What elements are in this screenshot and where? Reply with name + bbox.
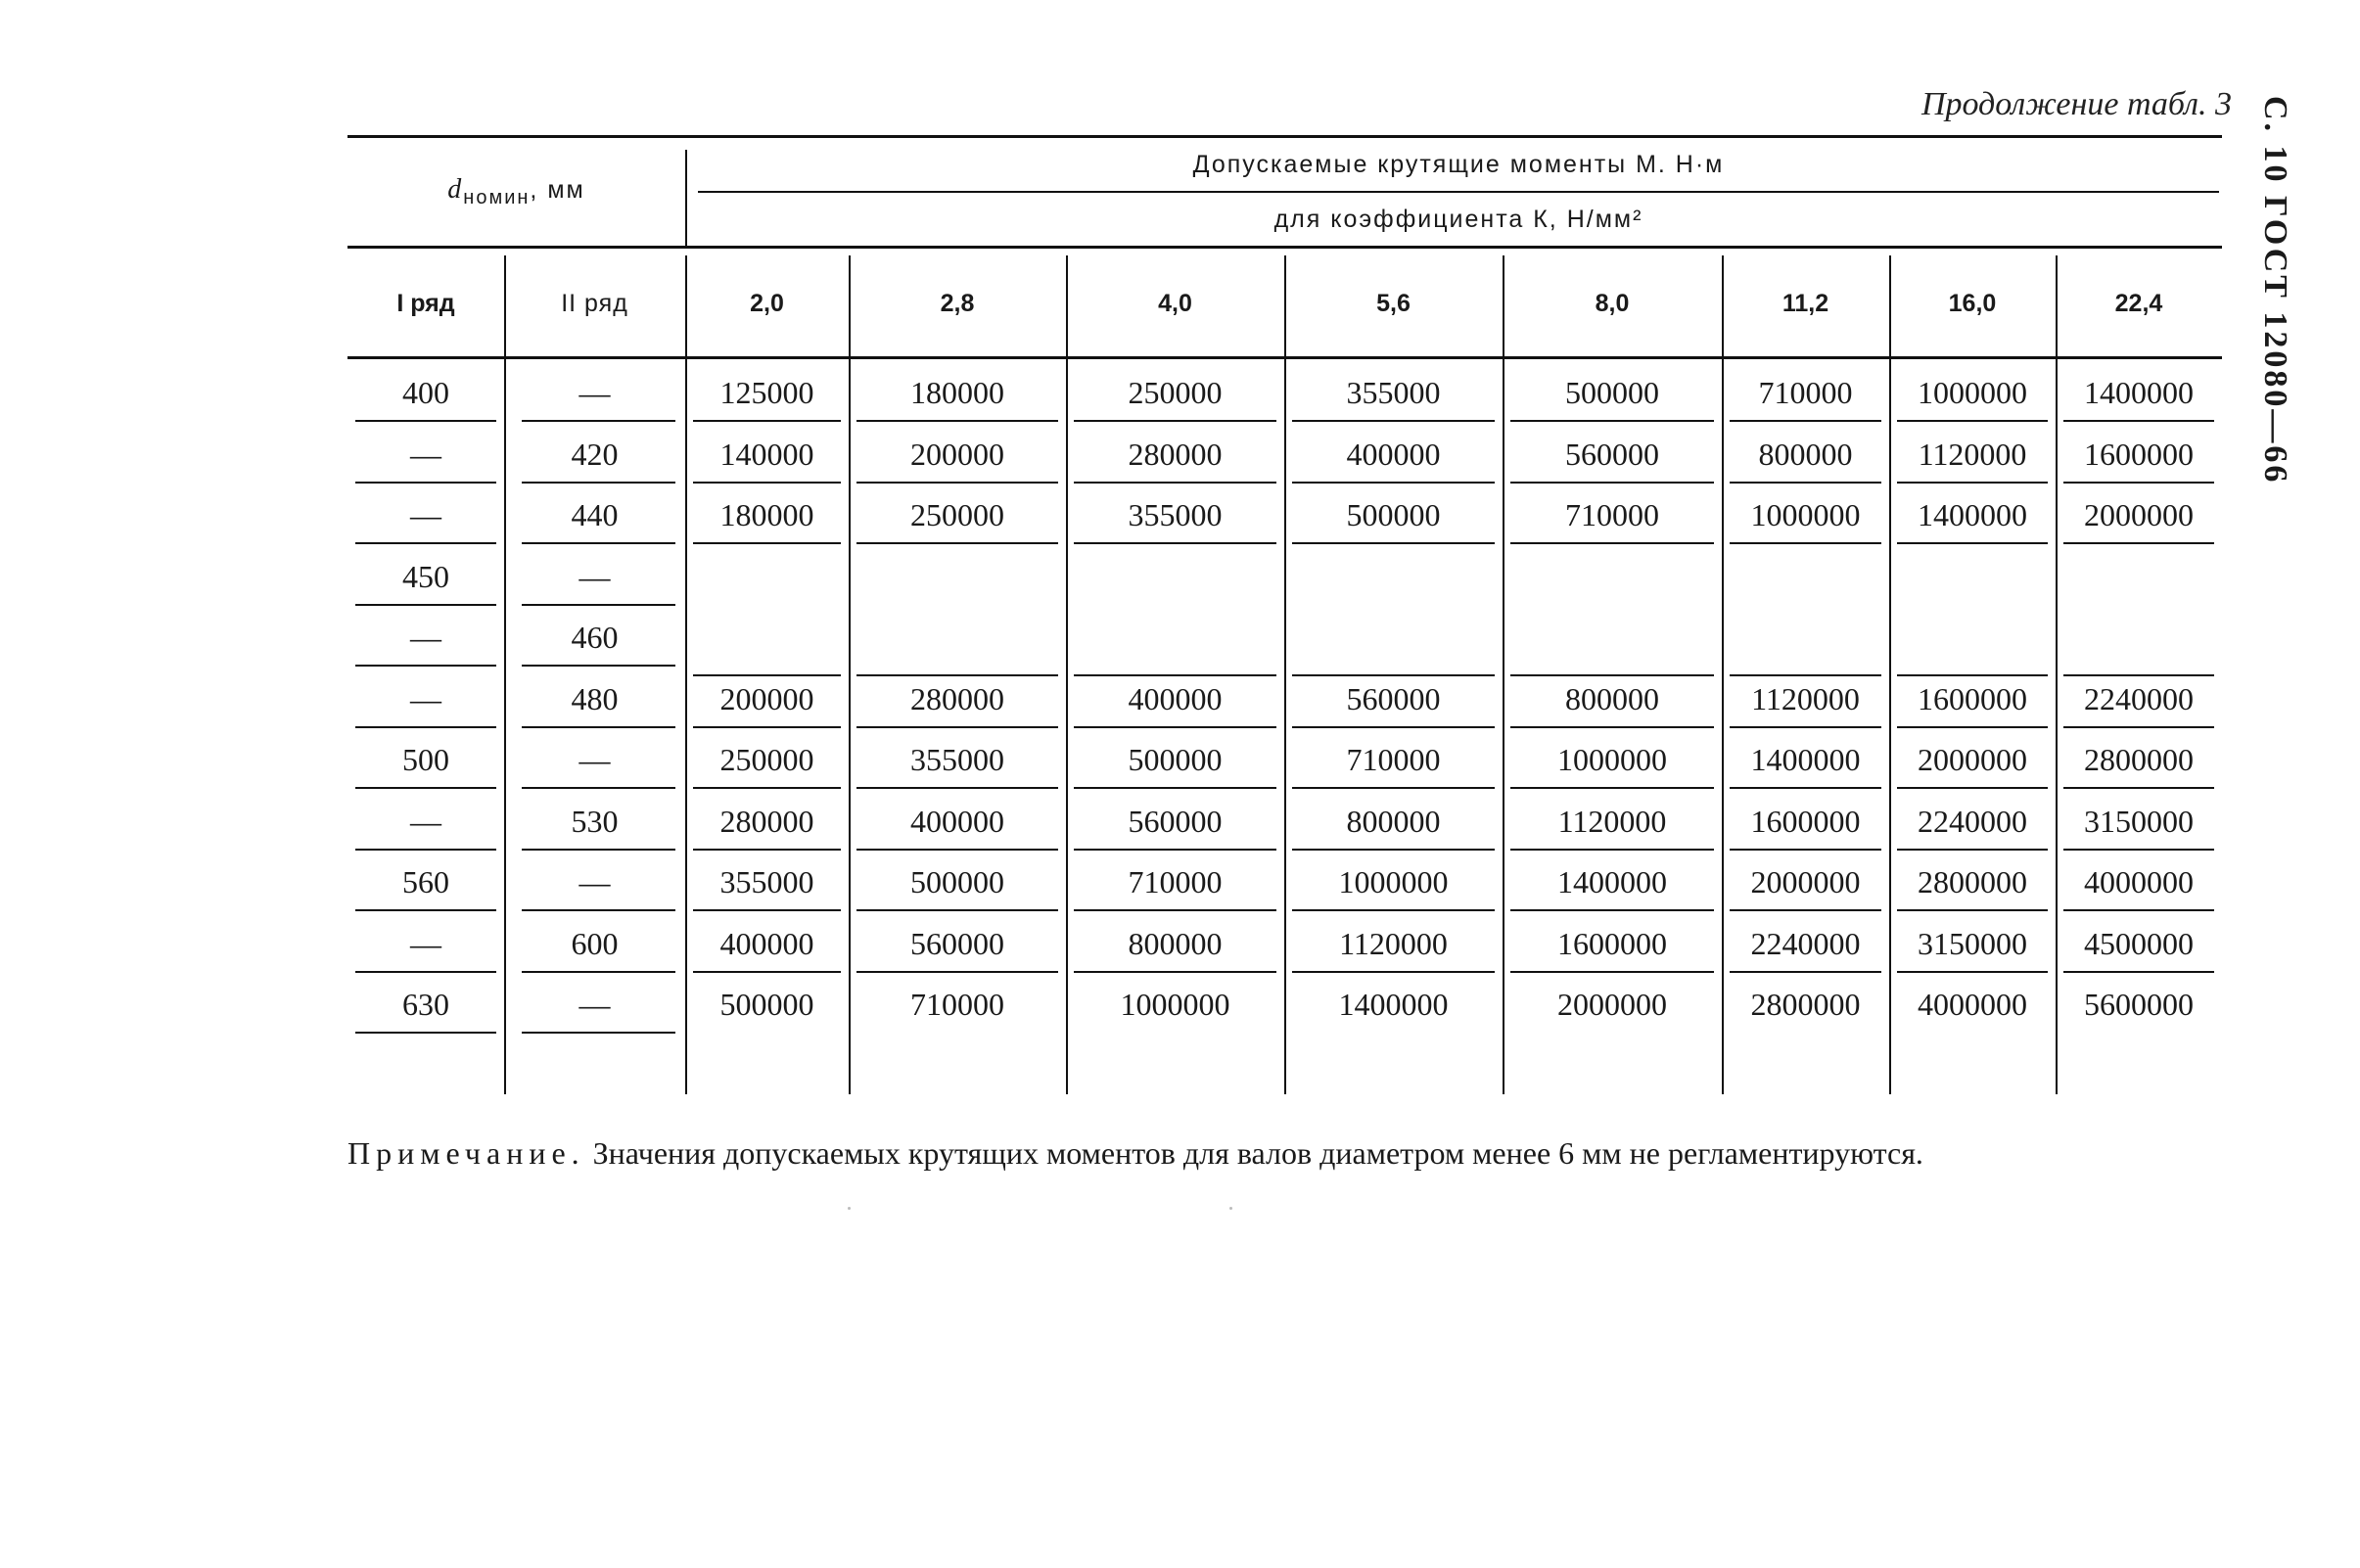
cell-underline — [856, 420, 1058, 422]
torque-value: 4000000 — [1918, 987, 2027, 1022]
cell-underline — [355, 482, 496, 484]
note-label: Примечание. — [347, 1135, 585, 1171]
scan-artifact — [848, 1207, 851, 1210]
cell-underline — [856, 542, 1058, 544]
torque-value: 400000 — [910, 803, 1004, 839]
header-rule — [347, 246, 2222, 249]
torque-value: 1000000 — [1557, 742, 1667, 777]
cell-underline — [522, 787, 675, 789]
row-series-2-header: II ряд — [561, 290, 628, 317]
cell-underline — [1730, 849, 1881, 851]
cell-underline — [1074, 420, 1276, 422]
cell-underline — [1730, 726, 1881, 728]
cell-underline — [1510, 849, 1714, 851]
cell-underline — [1510, 909, 1714, 911]
cell-underline — [355, 665, 496, 667]
torque-value: 355000 — [1128, 497, 1223, 532]
cell-underline — [522, 726, 675, 728]
cell-underline — [2063, 787, 2214, 789]
cell-underline — [355, 1032, 496, 1034]
torque-value: 200000 — [719, 680, 814, 716]
note-text: Значения допускаемых крутящих моментов для валов диаметром менее 6 мм не регламентируются. — [592, 1135, 1923, 1171]
k-coefficient-header: 8,0 — [1595, 290, 1630, 317]
row-diameter-series-2: — — [578, 987, 611, 1022]
row-diameter-series-2: 530 — [571, 803, 619, 839]
cell-underline — [1510, 542, 1714, 544]
cell-underline — [693, 909, 841, 911]
torque-value: 2240000 — [2084, 680, 2194, 716]
cell-underline — [355, 971, 496, 973]
torque-value: 500000 — [1565, 375, 1659, 410]
row-diameter-series-2: — — [578, 375, 611, 410]
row-diameter-series-1: — — [410, 497, 441, 532]
row-diameter-series-1: — — [410, 925, 441, 961]
cell-underline — [1730, 909, 1881, 911]
cell-underline — [355, 604, 496, 606]
torque-table — [347, 135, 2222, 1094]
table-top-rule — [347, 135, 2222, 138]
cell-underline — [1897, 482, 2048, 484]
row-diameter-series-1: — — [410, 803, 441, 839]
row-diameter-series-1: 560 — [402, 864, 449, 899]
cell-underline — [1730, 420, 1881, 422]
cell-underline — [856, 909, 1058, 911]
k-coefficient-header: 4,0 — [1158, 290, 1192, 317]
cell-underline — [1292, 674, 1495, 676]
cell-underline — [856, 674, 1058, 676]
cell-underline — [693, 849, 841, 851]
torque-value: 1400000 — [1918, 497, 2027, 532]
row-diameter-series-1: — — [410, 436, 441, 472]
cell-underline — [693, 674, 841, 676]
row-diameter-series-1: 450 — [402, 558, 449, 594]
cell-underline — [522, 1032, 675, 1034]
torque-value: 1600000 — [2084, 436, 2194, 472]
cell-underline — [522, 482, 675, 484]
cell-underline — [522, 420, 675, 422]
torque-value: 250000 — [719, 742, 814, 777]
cell-underline — [1074, 674, 1276, 676]
row-diameter-series-2: 600 — [571, 925, 619, 961]
torque-value: 1120000 — [1339, 925, 1448, 961]
cell-underline — [1292, 420, 1495, 422]
torque-value: 140000 — [719, 436, 814, 472]
torque-value: 500000 — [1128, 742, 1223, 777]
cell-underline — [1074, 787, 1276, 789]
row-diameter-series-2: 480 — [571, 680, 619, 716]
cell-underline — [1897, 420, 2048, 422]
row-diameter-series-1: 500 — [402, 742, 449, 777]
torque-value: 1400000 — [1557, 864, 1667, 899]
row-diameter-series-2: 440 — [571, 497, 619, 532]
cell-underline — [1897, 849, 2048, 851]
row-series-1-header: I ряд — [396, 290, 455, 317]
cell-underline — [1897, 674, 2048, 676]
torque-value: 125000 — [719, 375, 814, 410]
torque-value: 400000 — [1346, 436, 1441, 472]
torque-value: 250000 — [910, 497, 1004, 532]
cell-underline — [355, 849, 496, 851]
cell-underline — [522, 909, 675, 911]
torque-value: 2800000 — [1918, 864, 2027, 899]
torque-value: 2800000 — [2084, 742, 2194, 777]
torque-value: 1120000 — [1918, 436, 2027, 472]
k-coefficient-header: 22,4 — [2114, 290, 2163, 317]
torque-value: 1000000 — [1918, 375, 2027, 410]
torque-value: 710000 — [1346, 742, 1441, 777]
cell-underline — [1510, 971, 1714, 973]
cell-underline — [1074, 726, 1276, 728]
cell-underline — [1292, 849, 1495, 851]
torque-value: 710000 — [1128, 864, 1223, 899]
row-diameter-series-2: — — [578, 558, 611, 594]
cell-underline — [2063, 909, 2214, 911]
row-diameter-series-1: — — [410, 620, 441, 655]
cell-underline — [1292, 726, 1495, 728]
cell-underline — [1897, 787, 2048, 789]
row-diameter-series-2: 460 — [571, 620, 619, 655]
cell-underline — [522, 971, 675, 973]
cell-underline — [355, 542, 496, 544]
torque-value: 2000000 — [1750, 864, 1861, 899]
torque-value: 280000 — [719, 803, 814, 839]
cell-underline — [693, 787, 841, 789]
torque-value: 560000 — [1346, 680, 1441, 716]
torque-value: 5600000 — [2084, 987, 2194, 1022]
row-diameter-series-2: — — [578, 742, 611, 777]
cell-underline — [1510, 726, 1714, 728]
torque-value: 1400000 — [1750, 742, 1861, 777]
moments-header: Допускаемые крутящие моменты М. Н·м — [1192, 151, 1725, 178]
table-note — [347, 1133, 2222, 1173]
cell-underline — [1292, 482, 1495, 484]
torque-value: 500000 — [1346, 497, 1441, 532]
torque-value: 2240000 — [1918, 803, 2027, 839]
row-diameter-series-1: 400 — [402, 375, 449, 410]
torque-value: 800000 — [1758, 436, 1853, 472]
row-diameter-series-2: — — [578, 864, 611, 899]
cell-underline — [522, 604, 675, 606]
header-vertical-rule — [685, 150, 687, 246]
torque-value: 2240000 — [1750, 925, 1861, 961]
torque-value: 1600000 — [1557, 925, 1667, 961]
cell-underline — [2063, 542, 2214, 544]
cell-underline — [693, 482, 841, 484]
k-coefficient-header: 5,6 — [1376, 290, 1411, 317]
torque-value: 1400000 — [1338, 987, 1449, 1022]
torque-value: 1400000 — [2084, 375, 2194, 410]
cell-underline — [2063, 674, 2214, 676]
cell-underline — [1897, 971, 2048, 973]
torque-value: 180000 — [719, 497, 814, 532]
cell-underline — [856, 726, 1058, 728]
cell-underline — [856, 482, 1058, 484]
cell-underline — [1074, 971, 1276, 973]
torque-value: 250000 — [1128, 375, 1223, 410]
cell-underline — [1510, 482, 1714, 484]
row-diameter-series-1: 630 — [402, 987, 449, 1022]
cell-underline — [1730, 674, 1881, 676]
cell-underline — [2063, 849, 2214, 851]
torque-value: 355000 — [910, 742, 1004, 777]
cell-underline — [856, 971, 1058, 973]
torque-value: 800000 — [1128, 925, 1223, 961]
cell-underline — [1510, 420, 1714, 422]
torque-value: 1600000 — [1750, 803, 1861, 839]
cell-underline — [693, 542, 841, 544]
cell-underline — [693, 971, 841, 973]
cell-underline — [522, 542, 675, 544]
k-coefficient-header: 2,8 — [940, 290, 975, 317]
cell-underline — [693, 420, 841, 422]
torque-value: 1000000 — [1338, 864, 1449, 899]
torque-value: 1600000 — [1918, 680, 2027, 716]
torque-value: 400000 — [1128, 680, 1223, 716]
cell-underline — [2063, 482, 2214, 484]
table-continuation-caption: Продолжение табл. 3 — [1920, 86, 2232, 122]
torque-value: 4500000 — [2084, 925, 2194, 961]
cell-underline — [355, 787, 496, 789]
cell-underline — [1292, 542, 1495, 544]
coefficient-header: для коэффициента К, Н/мм² — [1273, 206, 1643, 233]
row-diameter-series-2: 420 — [571, 436, 619, 472]
cell-underline — [1074, 542, 1276, 544]
torque-value: 2000000 — [2084, 497, 2194, 532]
cell-underline — [1730, 542, 1881, 544]
cell-underline — [1510, 787, 1714, 789]
d-nomin-header: $d_{номин}$, мм — [447, 174, 585, 208]
torque-value: 280000 — [910, 680, 1004, 716]
k-coefficient-header: 2,0 — [750, 290, 784, 317]
cell-underline — [1292, 971, 1495, 973]
cell-underline — [355, 420, 496, 422]
torque-value: 4000000 — [2084, 864, 2194, 899]
torque-value: 3150000 — [1918, 925, 2027, 961]
torque-value: 1120000 — [1557, 803, 1667, 839]
cell-underline — [522, 665, 675, 667]
torque-value: 2800000 — [1750, 987, 1861, 1022]
cell-underline — [1510, 674, 1714, 676]
torque-value: 1000000 — [1120, 987, 1230, 1022]
cell-underline — [2063, 971, 2214, 973]
cell-underline — [355, 909, 496, 911]
row-diameter-series-1: — — [410, 680, 441, 716]
torque-value: 200000 — [910, 436, 1004, 472]
torque-value: 2000000 — [1918, 742, 2027, 777]
cell-underline — [1730, 787, 1881, 789]
torque-value: 2000000 — [1557, 987, 1667, 1022]
torque-value: 800000 — [1565, 680, 1659, 716]
torque-value: 500000 — [910, 864, 1004, 899]
cell-underline — [1074, 482, 1276, 484]
cell-underline — [856, 787, 1058, 789]
cell-underline — [1897, 909, 2048, 911]
cell-underline — [1292, 787, 1495, 789]
cell-underline — [1074, 849, 1276, 851]
torque-value: 3150000 — [2084, 803, 2194, 839]
cell-underline — [1730, 482, 1881, 484]
cell-underline — [1897, 726, 2048, 728]
header-divider — [698, 191, 2219, 193]
page-side-header: С. 10 ГОСТ 12080—66 — [2257, 96, 2293, 485]
torque-value: 1000000 — [1750, 497, 1861, 532]
torque-value: 710000 — [910, 987, 1004, 1022]
k-coefficient-header: 16,0 — [1948, 290, 1997, 317]
torque-value: 1120000 — [1751, 680, 1860, 716]
cell-underline — [355, 726, 496, 728]
torque-value: 355000 — [719, 864, 814, 899]
torque-value: 560000 — [910, 925, 1004, 961]
torque-value: 560000 — [1128, 803, 1223, 839]
cell-underline — [2063, 726, 2214, 728]
torque-value: 400000 — [719, 925, 814, 961]
cell-underline — [1292, 909, 1495, 911]
torque-value: 710000 — [1758, 375, 1853, 410]
cell-underline — [1730, 971, 1881, 973]
cell-underline — [856, 849, 1058, 851]
torque-value: 355000 — [1346, 375, 1441, 410]
k-coefficient-header: 11,2 — [1782, 290, 1829, 317]
cell-underline — [1897, 542, 2048, 544]
torque-value: 710000 — [1565, 497, 1659, 532]
torque-value: 500000 — [719, 987, 814, 1022]
cell-underline — [522, 849, 675, 851]
scan-artifact — [1229, 1207, 1232, 1210]
cell-underline — [2063, 420, 2214, 422]
cell-underline — [1074, 909, 1276, 911]
cell-underline — [693, 726, 841, 728]
torque-value: 280000 — [1128, 436, 1223, 472]
torque-value: 180000 — [910, 375, 1004, 410]
torque-value: 800000 — [1346, 803, 1441, 839]
torque-value: 560000 — [1565, 436, 1659, 472]
